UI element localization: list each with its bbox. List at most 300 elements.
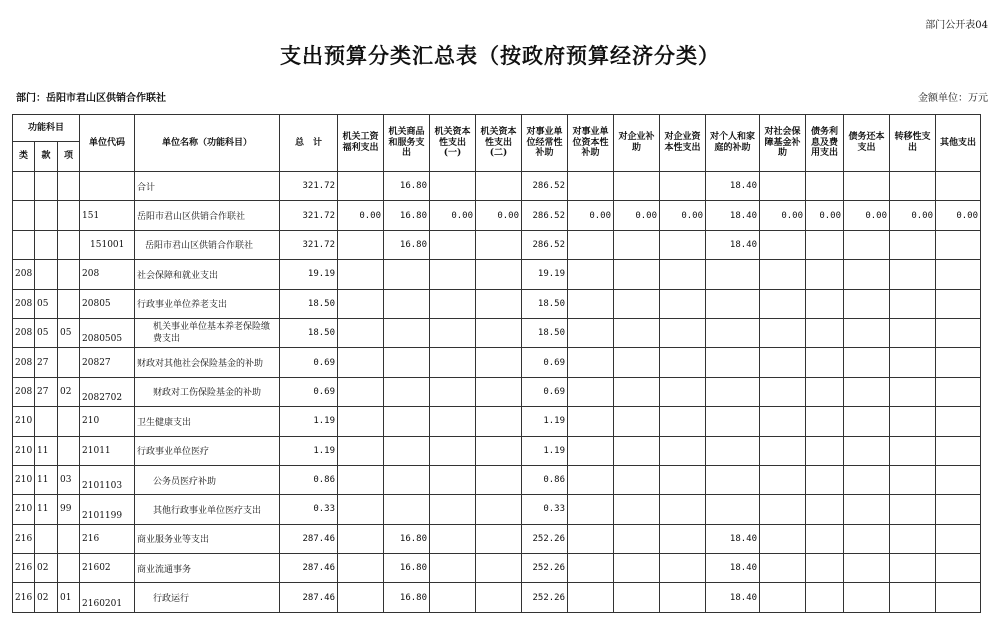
cell-amount (936, 260, 981, 289)
cell-amount (614, 407, 660, 436)
cell-kuan: 11 (35, 495, 58, 524)
cell-amount (614, 436, 660, 465)
cell-xiang: 03 (58, 465, 80, 494)
cell-unit-code: 20827 (80, 348, 135, 377)
cell-amount (476, 230, 522, 259)
cell-amount (568, 348, 614, 377)
cell-unit-code: 2160201 (80, 583, 135, 612)
header-unit-code: 单位代码 (80, 115, 135, 172)
cell-lei (13, 230, 35, 259)
cell-kuan (35, 407, 58, 436)
table-row (13, 230, 981, 259)
cell-unit-name: 卫生健康支出 (135, 407, 280, 436)
cell-amount (568, 407, 614, 436)
header-col: 债务还本支出 (844, 115, 890, 172)
table-header (13, 115, 981, 172)
cell-unit-name: 社会保障和就业支出 (135, 260, 280, 289)
cell-amount: 18.50 (522, 318, 568, 347)
cell-amount (806, 289, 844, 318)
cell-amount (384, 436, 430, 465)
table-row (13, 377, 981, 406)
cell-unit-code (80, 172, 135, 201)
cell-lei: 208 (13, 318, 35, 347)
cell-amount (806, 230, 844, 259)
cell-amount (430, 583, 476, 612)
cell-amount (706, 318, 760, 347)
cell-amount (660, 318, 706, 347)
cell-amount (806, 436, 844, 465)
cell-amount: 252.26 (522, 583, 568, 612)
cell-amount (614, 289, 660, 318)
header-lei: 类 (13, 142, 35, 172)
cell-lei: 210 (13, 495, 35, 524)
cell-unit-code: 151 (80, 201, 135, 230)
cell-unit-name: 商业服务业等支出 (135, 524, 280, 553)
cell-total: 0.69 (280, 348, 338, 377)
cell-kuan: 02 (35, 554, 58, 583)
cell-amount (806, 524, 844, 553)
cell-amount (706, 465, 760, 494)
header-kuan: 款 (35, 142, 58, 172)
cell-lei: 210 (13, 465, 35, 494)
cell-unit-name: 其他行政事业单位医疗支出 (135, 495, 280, 524)
header-col: 其他支出 (936, 115, 981, 172)
table-row (13, 554, 981, 583)
department-label: 部门：岳阳市君山区供销合作联社 (16, 93, 166, 104)
cell-unit-name: 商业流通事务 (135, 554, 280, 583)
cell-xiang (58, 554, 80, 583)
cell-amount: 16.80 (384, 583, 430, 612)
cell-amount (936, 230, 981, 259)
cell-unit-code: 2101199 (80, 495, 135, 524)
cell-amount (338, 436, 384, 465)
cell-kuan (35, 172, 58, 201)
header-total: 总 计 (280, 115, 338, 172)
cell-unit-name: 财政对工伤保险基金的补助 (135, 377, 280, 406)
cell-amount (614, 465, 660, 494)
cell-amount (338, 495, 384, 524)
cell-amount (614, 524, 660, 553)
cell-unit-name: 岳阳市君山区供销合作联社 (135, 230, 280, 259)
cell-amount (338, 318, 384, 347)
cell-amount (844, 172, 890, 201)
cell-amount (568, 524, 614, 553)
cell-amount (660, 495, 706, 524)
cell-total: 0.69 (280, 377, 338, 406)
cell-amount (614, 583, 660, 612)
cell-unit-name: 行政事业单位养老支出 (135, 289, 280, 318)
cell-amount (660, 407, 706, 436)
cell-amount (844, 230, 890, 259)
cell-unit-name: 财政对其他社会保险基金的补助 (135, 348, 280, 377)
cell-amount (614, 377, 660, 406)
cell-kuan: 11 (35, 465, 58, 494)
cell-amount (568, 318, 614, 347)
cell-lei: 216 (13, 583, 35, 612)
cell-amount: 0.00 (614, 201, 660, 230)
cell-amount (890, 554, 936, 583)
cell-total: 321.72 (280, 201, 338, 230)
cell-amount (660, 583, 706, 612)
cell-amount: 0.00 (430, 201, 476, 230)
cell-total: 18.50 (280, 318, 338, 347)
cell-amount (430, 465, 476, 494)
header-col: 对社会保障基金补助 (760, 115, 806, 172)
header-col: 机关资本性支出(二) (476, 115, 522, 172)
cell-unit-name: 行政事业单位医疗 (135, 436, 280, 465)
cell-amount (476, 495, 522, 524)
table-row (13, 318, 981, 347)
cell-kuan (35, 524, 58, 553)
cell-amount: 18.40 (706, 554, 760, 583)
cell-amount (890, 348, 936, 377)
cell-amount (660, 172, 706, 201)
cell-amount: 0.69 (522, 377, 568, 406)
cell-kuan (35, 260, 58, 289)
header-col: 债务利息及费用支出 (806, 115, 844, 172)
cell-amount: 0.00 (476, 201, 522, 230)
cell-amount (476, 407, 522, 436)
cell-amount (476, 377, 522, 406)
header-col: 对企业补助 (614, 115, 660, 172)
cell-amount: 0.00 (806, 201, 844, 230)
cell-kuan: 27 (35, 348, 58, 377)
cell-amount (614, 260, 660, 289)
cell-amount (568, 230, 614, 259)
cell-amount (760, 348, 806, 377)
cell-amount (338, 554, 384, 583)
cell-amount (338, 230, 384, 259)
cell-amount (476, 348, 522, 377)
cell-amount (568, 289, 614, 318)
cell-amount (844, 465, 890, 494)
cell-amount (936, 524, 981, 553)
cell-amount (384, 407, 430, 436)
cell-amount (890, 172, 936, 201)
cell-amount: 1.19 (522, 436, 568, 465)
cell-amount: 0.00 (844, 201, 890, 230)
cell-amount (890, 318, 936, 347)
cell-amount (890, 436, 936, 465)
header-col: 机关商品和服务支出 (384, 115, 430, 172)
cell-amount: 0.00 (936, 201, 981, 230)
cell-amount (806, 318, 844, 347)
cell-amount: 18.40 (706, 230, 760, 259)
cell-amount (936, 172, 981, 201)
cell-xiang: 01 (58, 583, 80, 612)
cell-total: 321.72 (280, 172, 338, 201)
cell-unit-name: 机关事业单位基本养老保险缴费支出 (135, 318, 280, 347)
cell-amount (338, 172, 384, 201)
cell-amount (660, 348, 706, 377)
cell-lei: 208 (13, 377, 35, 406)
cell-amount (338, 348, 384, 377)
cell-amount (338, 583, 384, 612)
cell-amount (568, 583, 614, 612)
cell-amount (936, 348, 981, 377)
table-row (13, 436, 981, 465)
cell-amount: 16.80 (384, 201, 430, 230)
cell-total: 287.46 (280, 524, 338, 553)
cell-amount (890, 289, 936, 318)
cell-amount (890, 377, 936, 406)
cell-amount: 0.00 (338, 201, 384, 230)
cell-amount (760, 465, 806, 494)
header-col: 转移性支出 (890, 115, 936, 172)
cell-amount (476, 318, 522, 347)
cell-kuan: 11 (35, 436, 58, 465)
cell-unit-code: 21602 (80, 554, 135, 583)
cell-amount (760, 407, 806, 436)
cell-total: 18.50 (280, 289, 338, 318)
cell-amount (936, 583, 981, 612)
cell-amount (614, 318, 660, 347)
cell-amount (844, 260, 890, 289)
cell-amount (806, 495, 844, 524)
header-unit-name: 单位名称（功能科目） (135, 115, 280, 172)
cell-kuan: 02 (35, 583, 58, 612)
cell-unit-name: 公务员医疗补助 (135, 465, 280, 494)
cell-total: 287.46 (280, 583, 338, 612)
cell-unit-code: 20805 (80, 289, 135, 318)
cell-xiang (58, 348, 80, 377)
cell-amount (890, 583, 936, 612)
cell-amount: 16.80 (384, 230, 430, 259)
cell-amount (936, 377, 981, 406)
cell-xiang (58, 260, 80, 289)
cell-amount (890, 407, 936, 436)
cell-amount: 286.52 (522, 230, 568, 259)
cell-amount (384, 377, 430, 406)
form-number-label: 部门公开表04 (925, 20, 988, 31)
cell-amount (338, 465, 384, 494)
cell-amount: 19.19 (522, 260, 568, 289)
cell-total: 1.19 (280, 436, 338, 465)
cell-amount (430, 524, 476, 553)
cell-amount (844, 495, 890, 524)
cell-amount (430, 495, 476, 524)
cell-amount (844, 318, 890, 347)
cell-amount (568, 260, 614, 289)
header-func-group: 功能科目 (13, 115, 80, 142)
cell-amount (806, 172, 844, 201)
cell-amount (660, 554, 706, 583)
cell-amount: 0.00 (890, 201, 936, 230)
cell-xiang: 99 (58, 495, 80, 524)
cell-amount: 18.40 (706, 172, 760, 201)
cell-amount (760, 583, 806, 612)
cell-amount (660, 436, 706, 465)
cell-amount (936, 289, 981, 318)
cell-amount (430, 377, 476, 406)
cell-lei (13, 172, 35, 201)
table-row (13, 583, 981, 612)
cell-lei: 216 (13, 524, 35, 553)
cell-amount: 0.86 (522, 465, 568, 494)
cell-unit-code: 151001 (80, 230, 135, 259)
cell-amount (338, 289, 384, 318)
cell-amount (614, 554, 660, 583)
cell-amount (568, 465, 614, 494)
cell-lei (13, 201, 35, 230)
cell-amount (844, 377, 890, 406)
cell-amount (806, 407, 844, 436)
table-row (13, 260, 981, 289)
cell-amount (660, 230, 706, 259)
cell-amount: 18.40 (706, 201, 760, 230)
cell-amount (568, 377, 614, 406)
cell-amount: 16.80 (384, 554, 430, 583)
cell-amount (430, 260, 476, 289)
cell-unit-code: 2082702 (80, 377, 135, 406)
cell-amount: 0.00 (568, 201, 614, 230)
cell-lei: 208 (13, 289, 35, 318)
cell-total: 321.72 (280, 230, 338, 259)
cell-amount (760, 554, 806, 583)
cell-total: 1.19 (280, 407, 338, 436)
cell-amount (568, 436, 614, 465)
header-col: 对企业资本性支出 (660, 115, 706, 172)
cell-amount: 0.69 (522, 348, 568, 377)
cell-unit-code: 21011 (80, 436, 135, 465)
cell-amount (806, 554, 844, 583)
cell-amount (890, 230, 936, 259)
cell-amount (476, 554, 522, 583)
cell-amount (384, 348, 430, 377)
cell-amount (568, 495, 614, 524)
cell-amount (806, 583, 844, 612)
cell-amount (844, 407, 890, 436)
cell-amount (706, 377, 760, 406)
cell-amount (430, 230, 476, 259)
cell-amount (706, 436, 760, 465)
page-title: 支出预算分类汇总表（按政府预算经济分类） (280, 43, 720, 68)
header-col: 机关工资福利支出 (338, 115, 384, 172)
cell-unit-code: 216 (80, 524, 135, 553)
cell-amount (338, 260, 384, 289)
cell-kuan: 05 (35, 318, 58, 347)
cell-amount (614, 348, 660, 377)
cell-amount (338, 407, 384, 436)
cell-xiang (58, 201, 80, 230)
cell-amount: 18.40 (706, 524, 760, 553)
cell-amount (660, 289, 706, 318)
cell-amount (430, 407, 476, 436)
amount-unit-label: 金额单位：万元 (918, 93, 988, 104)
cell-amount (844, 289, 890, 318)
cell-lei: 210 (13, 436, 35, 465)
cell-amount: 252.26 (522, 554, 568, 583)
cell-amount: 286.52 (522, 172, 568, 201)
cell-lei: 210 (13, 407, 35, 436)
cell-amount (476, 289, 522, 318)
cell-xiang (58, 230, 80, 259)
budget-table (12, 114, 981, 613)
cell-amount (476, 172, 522, 201)
cell-total: 0.33 (280, 495, 338, 524)
cell-amount (844, 524, 890, 553)
table-row (13, 201, 981, 230)
cell-amount: 0.00 (660, 201, 706, 230)
cell-amount (660, 260, 706, 289)
cell-amount (890, 260, 936, 289)
cell-amount (936, 318, 981, 347)
header-col: 机关资本性支出(一) (430, 115, 476, 172)
cell-amount (476, 583, 522, 612)
cell-amount (936, 495, 981, 524)
cell-amount: 18.50 (522, 289, 568, 318)
cell-xiang (58, 524, 80, 553)
cell-amount (384, 495, 430, 524)
cell-kuan (35, 201, 58, 230)
cell-amount (890, 524, 936, 553)
cell-amount (614, 172, 660, 201)
cell-amount (936, 407, 981, 436)
cell-amount (660, 377, 706, 406)
cell-amount (476, 524, 522, 553)
cell-unit-name: 岳阳市君山区供销合作联社 (135, 201, 280, 230)
cell-amount (706, 495, 760, 524)
cell-amount (476, 260, 522, 289)
cell-amount (614, 230, 660, 259)
cell-amount (760, 524, 806, 553)
cell-amount (890, 495, 936, 524)
table-row (13, 495, 981, 524)
cell-kuan (35, 230, 58, 259)
table-row (13, 465, 981, 494)
cell-lei: 208 (13, 260, 35, 289)
header-col: 对个人和家庭的补助 (706, 115, 760, 172)
cell-amount: 0.00 (760, 201, 806, 230)
cell-total: 0.86 (280, 465, 338, 494)
header-xiang: 项 (58, 142, 80, 172)
cell-amount (384, 260, 430, 289)
table-row (13, 524, 981, 553)
cell-amount (760, 495, 806, 524)
cell-amount (614, 495, 660, 524)
cell-amount (806, 465, 844, 494)
cell-kuan: 05 (35, 289, 58, 318)
header-col: 对事业单位经常性补助 (522, 115, 568, 172)
cell-amount (806, 377, 844, 406)
cell-xiang (58, 289, 80, 318)
cell-unit-name: 行政运行 (135, 583, 280, 612)
cell-amount (760, 377, 806, 406)
cell-amount (430, 348, 476, 377)
header-col: 对事业单位资本性补助 (568, 115, 614, 172)
cell-unit-name: 合计 (135, 172, 280, 201)
cell-amount (568, 554, 614, 583)
cell-amount (936, 465, 981, 494)
cell-amount: 286.52 (522, 201, 568, 230)
cell-amount: 252.26 (522, 524, 568, 553)
cell-amount (706, 348, 760, 377)
cell-amount (476, 465, 522, 494)
cell-amount: 18.40 (706, 583, 760, 612)
table-row (13, 172, 981, 201)
cell-amount (706, 407, 760, 436)
cell-amount (476, 436, 522, 465)
cell-amount (706, 289, 760, 318)
cell-amount: 0.33 (522, 495, 568, 524)
cell-xiang: 05 (58, 318, 80, 347)
cell-amount: 1.19 (522, 407, 568, 436)
cell-amount (660, 465, 706, 494)
cell-amount (430, 289, 476, 318)
cell-total: 287.46 (280, 554, 338, 583)
cell-amount (760, 436, 806, 465)
cell-amount (384, 465, 430, 494)
